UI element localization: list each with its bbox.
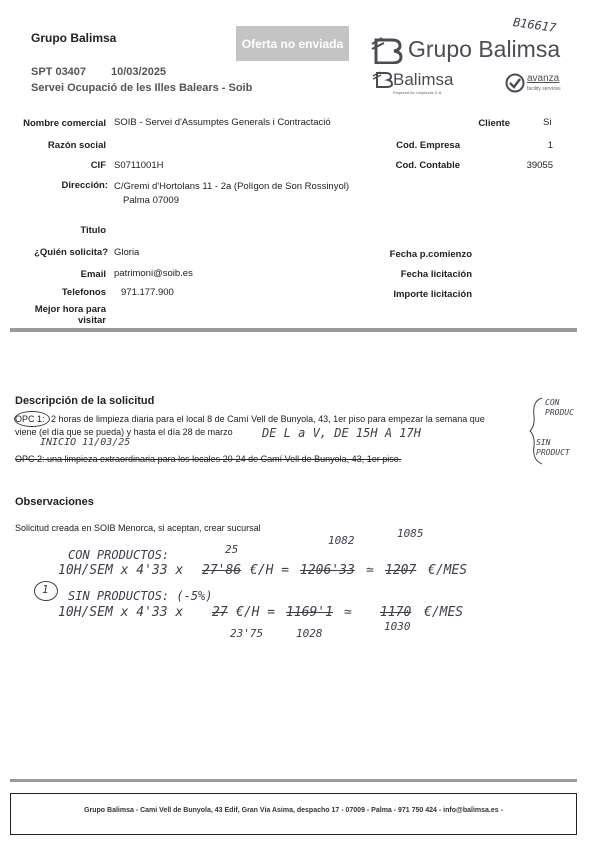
handwritten-con-title: CON PRODUCTOS:	[68, 548, 170, 562]
handwritten-sin-rate: 27	[212, 605, 228, 620]
document-date: 10/03/2025	[111, 66, 167, 78]
balimsa-small-logo-icon	[372, 70, 394, 93]
handwritten-margin-sin: SIN PRODUCT	[536, 438, 570, 457]
handwritten-con-rate: 27'86	[202, 563, 242, 578]
company-name: Grupo Balimsa	[31, 31, 117, 45]
handwritten-sin-old-rounded: 1170	[380, 605, 412, 620]
email-value: patrimoni@soib.es	[114, 268, 193, 279]
cliente-value: Si	[543, 117, 552, 128]
footer-text: Grupo Balimsa - Cami Vell de Bunyola, 43 Edif, Gran Via Asima, despacho 17 - 07009 - Palma - 971 750 424 - info@balimsa.es -	[84, 807, 503, 814]
handwritten-con-old-rounded: 1207	[385, 563, 417, 578]
logo-avanza-tagline: facility services	[527, 86, 561, 92]
handwritten-con-new-total-1: 1082	[328, 534, 355, 547]
client-title: Servei Ocupació de les Illes Balears - Soib	[31, 82, 253, 94]
cod-empresa-value: 1	[547, 140, 553, 151]
observaciones-heading: Observaciones	[15, 496, 94, 508]
opc1-tag: OPC 1:	[15, 414, 45, 424]
handwritten-sin-unit: €/H =	[236, 605, 276, 620]
handwritten-sin-title: SIN PRODUCTOS: (-5%)	[68, 589, 213, 603]
handwritten-con-old-total: 1206'33	[300, 563, 355, 578]
handwritten-option-number: 1	[42, 583, 49, 596]
handwritten-sin-new-total-1: 1028	[296, 627, 323, 640]
status-badge-label: Oferta no enviada	[241, 37, 344, 51]
handwritten-con-calc: 10H/SEM x 4'33 x	[58, 563, 184, 578]
cod-empresa-label: Cod. Empresa	[396, 140, 460, 151]
fecha-licitacion-label: Fecha licitación	[400, 269, 472, 280]
handwritten-sin-calc: 10H/SEM x 4'33 x	[58, 605, 184, 620]
quien-solicita-label: ¿Quién solicita?	[34, 247, 108, 258]
descripcion-heading: Descripción de la solicitud	[15, 395, 155, 407]
opc1-line-1: 2 horas de limpieza diaria para el local 8 de Camí Vell de Bunyola, 43, 1er piso para empezar la semana que	[51, 414, 485, 424]
handwritten-margin-con: CON PRODUC	[545, 398, 574, 417]
email-label: Email	[80, 269, 106, 280]
logo-main-text: Grupo Balimsa	[408, 36, 561, 62]
handwritten-con-approx: ≃	[366, 563, 374, 578]
margin-brace	[528, 396, 546, 471]
quien-solicita-value: Gloria	[114, 247, 140, 258]
mejor-hora-label: Mejor hora para	[34, 304, 106, 315]
footer-box	[10, 793, 577, 835]
footer-divider	[10, 779, 577, 782]
direccion-line-2: Palma 07009	[123, 195, 179, 206]
nombre-comercial-label: Nombre comercial	[23, 118, 106, 129]
logo-balimsa-text: Balimsa	[393, 70, 454, 89]
razon-social-label: Razón social	[47, 140, 106, 151]
direccion-label: Dirección:	[61, 180, 108, 191]
cif-value: S0711001H	[114, 160, 164, 171]
titulo-label: Titulo	[80, 225, 106, 236]
cif-label: CIF	[90, 160, 106, 171]
cod-contable-label: Cod. Contable	[395, 160, 460, 171]
opc2-line: OPC 2: una limpieza extraordinaria para los locales 20-24 de Camí Vell de Bunyola, 43, 1er piso.	[15, 454, 402, 464]
direccion-line-1: C/Gremi d'Hortolans 11 - 2a (Polígon de Son Rossinyol)	[114, 181, 350, 192]
handwritten-sin-new-rate: 23'75	[230, 627, 264, 640]
section-divider	[10, 328, 577, 332]
telefonos-value: 971.177.900	[121, 287, 174, 298]
handwritten-schedule: DE L a V, DE 15H A 17H	[262, 426, 421, 440]
importe-licitacion-label: Importe licitación	[393, 289, 472, 300]
cliente-label: Cliente	[478, 118, 510, 129]
handwritten-start-date: INICIO 11/03/25	[40, 437, 131, 448]
opc1-line-2: viene (el día que se pueda) y hasta el día 28 de marzo	[15, 427, 233, 437]
nombre-comercial-value: SOIB - Servei d'Assumptes Generals i Contractació	[114, 117, 331, 128]
handwritten-con-unit: €/H =	[250, 563, 290, 578]
logo-balimsa-tagline: Empresa de Limpiezas S.A.	[393, 90, 443, 95]
handwritten-con-new-total-2: 1085	[397, 527, 424, 540]
balimsa-logo-icon	[370, 34, 404, 69]
handwritten-con-per-month: €/MES	[428, 563, 468, 578]
handwritten-sin-approx: ≃	[344, 605, 352, 620]
handwritten-con-new-rate: 25	[225, 543, 239, 556]
handwritten-sin-per-month: €/MES	[424, 605, 464, 620]
cod-contable-value: 39055	[526, 160, 553, 171]
avanza-logo-icon	[505, 73, 525, 98]
mejor-hora-label-2: visitar	[78, 315, 106, 326]
observaciones-text: Solicitud creada en SOIB Menorca, si aceptan, crear sucursal	[15, 523, 261, 533]
fecha-comienzo-label: Fecha p.comienzo	[389, 249, 472, 260]
handwritten-sin-new-total-2: 1030	[384, 620, 411, 633]
opc1-circle-mark	[14, 411, 50, 427]
handwritten-code: B16617	[512, 15, 558, 35]
logo-avanza-text: avanza	[527, 73, 560, 84]
document-ref: SPT 03407	[31, 66, 87, 78]
telefonos-label: Telefonos	[61, 287, 106, 298]
handwritten-sin-old-total: 1169'1	[286, 605, 333, 620]
